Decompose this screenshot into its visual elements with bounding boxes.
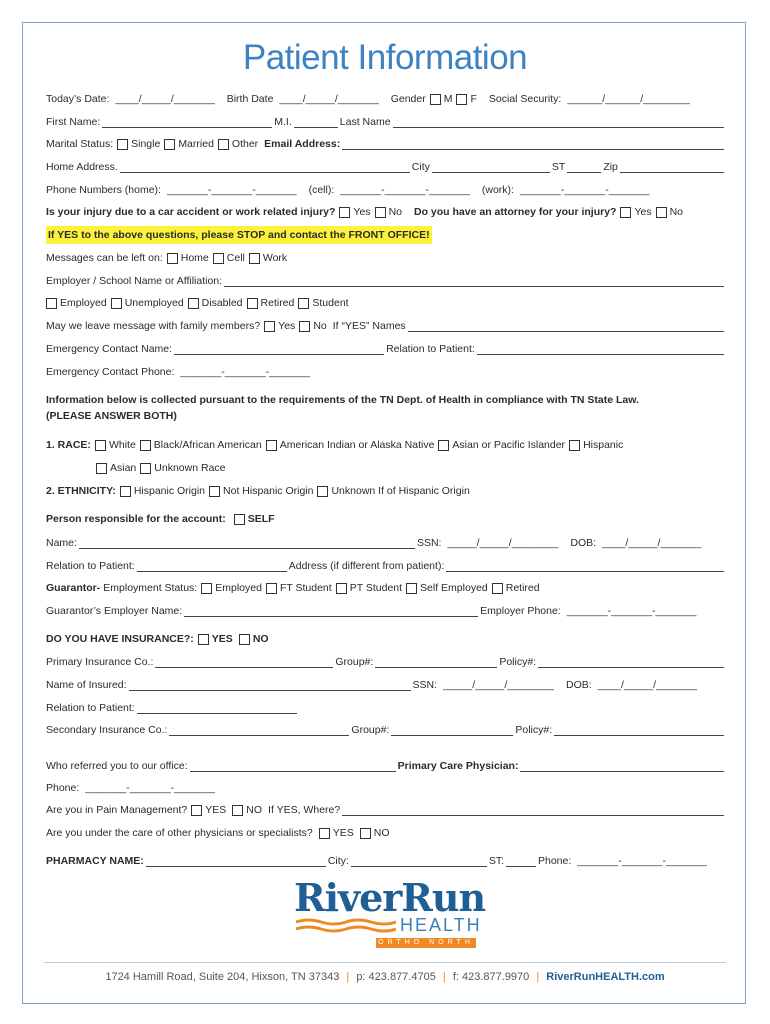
row-responsible — [46, 511, 726, 527]
logo-health: HEALTH — [400, 915, 482, 935]
guar-ft-checkbox[interactable] — [266, 583, 277, 594]
row-secondary-ins — [46, 722, 726, 738]
race-hispanic-label: Hispanic — [583, 439, 624, 451]
insured-relation-label: Relation to Patient: — [46, 702, 135, 714]
guar-retired-checkbox[interactable] — [492, 583, 503, 594]
family-names-field[interactable] — [408, 320, 724, 332]
pharmacy-label: PHARMACY NAME: — [46, 855, 144, 867]
self-label: SELF — [247, 513, 275, 525]
msg-cell-checkbox[interactable] — [213, 253, 224, 264]
race-unknown-checkbox[interactable] — [140, 463, 151, 474]
row-name — [46, 114, 726, 130]
msg-home-checkbox[interactable] — [167, 253, 178, 264]
tn-notice-text: Information below is collected pursuant to the requirements of the TN Dept. of Health in compliance with TN State Law. — [46, 394, 639, 406]
family-msg-question: May we leave message with family members? — [46, 320, 261, 332]
eth-not-hispanic-label: Not Hispanic Origin — [223, 485, 314, 497]
msg-work-checkbox[interactable] — [249, 253, 260, 264]
race-native-label: American Indian or Alaska Native — [279, 439, 435, 451]
pharmacy-city-label: City: — [327, 855, 349, 867]
gender-m-checkbox[interactable] — [430, 94, 441, 105]
emergency-relation-field[interactable] — [477, 343, 724, 355]
birth-date-label: Birth Date — [226, 93, 274, 105]
race-unknown-label: Unknown Race — [154, 462, 226, 474]
eth-hispanic-checkbox[interactable] — [120, 486, 131, 497]
logo-ortho-north: ORTHO NORTH — [376, 938, 476, 948]
eth-unknown-checkbox[interactable] — [317, 486, 328, 497]
married-checkbox[interactable] — [164, 139, 175, 150]
insured-dob-field[interactable]: ____/_____/_______ — [597, 679, 697, 691]
pharmacy-st-label: ST: — [488, 855, 504, 867]
disabled-checkbox[interactable] — [188, 298, 199, 309]
row-ethnicity — [46, 483, 726, 499]
race-asian-pi-checkbox[interactable] — [438, 440, 449, 451]
stop-notice: If YES to the above questions, please STOP and contact the FRONT OFFICE! — [46, 226, 432, 244]
row-referral — [46, 758, 726, 774]
row-race-2 — [96, 460, 696, 476]
retired-checkbox[interactable] — [247, 298, 258, 309]
phys-yes-label: YES — [332, 827, 354, 839]
insurance-question: DO YOU HAVE INSURANCE?: — [46, 633, 194, 645]
other-phys-question: Are you under the care of other physicians or specialists? — [46, 827, 313, 839]
row-phones — [46, 182, 726, 198]
employer-field[interactable] — [224, 275, 724, 287]
email-field[interactable] — [342, 138, 724, 150]
row-primary-ins — [46, 654, 726, 670]
email-label: Email Address: — [264, 138, 341, 150]
row-stop-notice — [46, 227, 726, 243]
phone-work-field[interactable]: _______-_______-_______ — [519, 184, 650, 196]
footer-fax: f: 423.877.9970 — [452, 971, 530, 983]
family-yes-checkbox[interactable] — [264, 321, 275, 332]
row-messages — [46, 250, 726, 266]
messages-label: Messages can be left on: — [46, 252, 163, 264]
pcp-phone-field[interactable]: _______-_______-_______ — [85, 782, 215, 794]
row-other-phys — [46, 825, 726, 841]
todays-date-field[interactable]: ____/_____/_______ — [115, 93, 215, 105]
gender-m-label: M — [443, 93, 453, 105]
zip-label: Zip — [603, 161, 618, 173]
race-hispanic-checkbox[interactable] — [569, 440, 580, 451]
resp-name-label: Name: — [46, 537, 77, 549]
riverrun-logo — [290, 875, 490, 950]
guar-pt-checkbox[interactable] — [336, 583, 347, 594]
resp-address-label: Address (if different from patient): — [288, 560, 445, 572]
tn-notice-answer-both: (PLEASE ANSWER BOTH) — [46, 410, 177, 422]
secondary-group-label: Group#: — [351, 724, 390, 736]
guar-self-emp-label: Self Employed — [420, 582, 488, 594]
guar-emp-status-label: Employment Status: — [103, 582, 198, 594]
last-name-label: Last Name — [339, 116, 391, 128]
mi-label: M.I. — [274, 116, 292, 128]
pharmacy-phone-field[interactable]: _______-_______-_______ — [577, 855, 707, 867]
row-resp-relation — [46, 558, 726, 574]
secondary-ins-label: Secondary Insurance Co.: — [46, 724, 168, 736]
resp-dob-label: DOB: — [570, 537, 597, 549]
phys-no-checkbox[interactable] — [360, 828, 371, 839]
resp-relation-label: Relation to Patient: — [46, 560, 135, 572]
row-employer — [46, 273, 726, 289]
row-insured — [46, 677, 726, 693]
injury-yes-checkbox[interactable] — [339, 207, 350, 218]
ins-no-checkbox[interactable] — [239, 634, 250, 645]
gender-label: Gender — [390, 93, 426, 105]
pharmacy-st-field[interactable] — [506, 855, 536, 867]
student-label: Student — [312, 297, 349, 309]
gender-f-checkbox[interactable] — [456, 94, 467, 105]
pain-where-field[interactable] — [342, 804, 724, 816]
phys-yes-checkbox[interactable] — [319, 828, 330, 839]
emergency-phone-field[interactable]: _______-_______-_______ — [180, 366, 311, 378]
employer-phone-field[interactable]: _______-_______-_______ — [566, 605, 697, 617]
disabled-label: Disabled — [201, 297, 243, 309]
guar-ft-label: FT Student — [279, 582, 332, 594]
injury-no-checkbox[interactable] — [375, 207, 386, 218]
attorney-no-checkbox[interactable] — [656, 207, 667, 218]
insured-relation-field[interactable] — [137, 702, 297, 714]
insured-ssn-label: SSN: — [412, 679, 438, 691]
family-no-checkbox[interactable] — [299, 321, 310, 332]
city-label: City — [411, 161, 430, 173]
first-name-label: First Name: — [46, 116, 101, 128]
insured-dob-label: DOB: — [566, 679, 592, 691]
row-pain-mgmt — [46, 802, 726, 818]
first-name-field[interactable] — [102, 116, 272, 128]
guar-retired-label: Retired — [505, 582, 540, 594]
row-injury — [46, 204, 726, 220]
guar-self-emp-checkbox[interactable] — [406, 583, 417, 594]
ins-yes-checkbox[interactable] — [198, 634, 209, 645]
footer-sep: | — [536, 971, 540, 983]
footer-sep: | — [442, 971, 446, 983]
guar-pt-label: PT Student — [349, 582, 403, 594]
race-asian-checkbox[interactable] — [96, 463, 107, 474]
student-checkbox[interactable] — [298, 298, 309, 309]
city-field[interactable] — [432, 161, 550, 173]
footer — [0, 971, 770, 983]
attorney-question: Do you have an attorney for your injury? — [414, 206, 617, 218]
wave-icon — [296, 918, 396, 936]
referred-label: Who referred you to our office: — [46, 760, 188, 772]
secondary-group-field[interactable] — [391, 724, 513, 736]
responsible-label: Person responsible for the account: — [46, 513, 226, 525]
ins-yes-label: YES — [211, 633, 233, 645]
self-checkbox[interactable] — [234, 514, 245, 525]
home-address-field[interactable] — [120, 161, 410, 173]
zip-field[interactable] — [620, 161, 724, 173]
attorney-yes-checkbox[interactable] — [620, 207, 631, 218]
marital-label: Marital Status: — [46, 138, 114, 150]
eth-hispanic-label: Hispanic Origin — [133, 485, 206, 497]
employer-phone-label: Employer Phone: — [480, 605, 561, 617]
race-white-label: White — [108, 439, 136, 451]
emergency-phone-label: Emergency Contact Phone: — [46, 366, 175, 378]
footer-divider — [44, 962, 726, 963]
resp-ssn-label: SSN: — [416, 537, 442, 549]
referred-field[interactable] — [190, 760, 396, 772]
primary-policy-label: Policy#: — [499, 656, 537, 668]
retired-label: Retired — [260, 297, 295, 309]
secondary-policy-label: Policy#: — [515, 724, 553, 736]
pain-no-label: NO — [246, 804, 263, 816]
race-black-label: Black/African American — [153, 439, 262, 451]
pharmacy-field[interactable] — [146, 855, 326, 867]
msg-home-label: Home — [180, 252, 209, 264]
row-dates — [46, 91, 726, 107]
pain-mgmt-question: Are you in Pain Management? — [46, 804, 188, 816]
row-resp-name — [46, 535, 726, 551]
resp-address-field[interactable] — [446, 560, 724, 572]
employed-label: Employed — [60, 297, 107, 309]
guar-employed-label: Employed — [215, 582, 262, 594]
race-white-checkbox[interactable] — [95, 440, 106, 451]
employed-checkbox[interactable] — [46, 298, 57, 309]
pcp-phone-label: Phone: — [46, 782, 80, 794]
secondary-ins-field[interactable] — [169, 724, 349, 736]
unemployed-checkbox[interactable] — [111, 298, 122, 309]
race-black-checkbox[interactable] — [140, 440, 151, 451]
single-checkbox[interactable] — [117, 139, 128, 150]
emergency-relation-label: Relation to Patient: — [386, 343, 475, 355]
row-pharmacy — [46, 853, 726, 869]
family-yes-label: Yes — [278, 320, 296, 332]
msg-work-label: Work — [262, 252, 288, 264]
ssn-label: Social Security: — [488, 93, 562, 105]
secondary-policy-field[interactable] — [554, 724, 724, 736]
last-name-field[interactable] — [393, 116, 724, 128]
pain-yes-label: YES — [205, 804, 227, 816]
phys-no-label: NO — [373, 827, 390, 839]
page-title: Patient Information — [242, 38, 528, 77]
st-field[interactable] — [567, 161, 601, 173]
logo-wordmark: RiverRun — [294, 875, 486, 920]
other-checkbox[interactable] — [218, 139, 229, 150]
ethnicity-label: 2. ETHNICITY: — [46, 485, 116, 497]
family-names-label: If “YES” Names — [332, 320, 406, 332]
employer-label: Employer / School Name or Affiliation: — [46, 275, 223, 287]
resp-name-field[interactable] — [79, 537, 415, 549]
footer-sep: | — [346, 971, 350, 983]
pain-where-label: If YES, Where? — [268, 804, 341, 816]
footer-phone: p: 423.877.4705 — [356, 971, 436, 983]
attorney-no-label: No — [669, 206, 684, 218]
injury-question: Is your injury due to a car accident or work related injury? — [46, 206, 336, 218]
insured-ssn-field[interactable]: _____/_____/________ — [443, 679, 555, 691]
phone-work-label: (work): — [481, 184, 514, 196]
race-asian-label: Asian — [110, 462, 137, 474]
guar-employed-checkbox[interactable] — [201, 583, 212, 594]
primary-ins-field[interactable] — [155, 656, 333, 668]
pain-no-checkbox[interactable] — [232, 805, 243, 816]
row-guarantor — [46, 580, 726, 596]
row-emergency — [46, 341, 726, 357]
row-pcp-phone — [46, 780, 726, 796]
pain-yes-checkbox[interactable] — [191, 805, 202, 816]
resp-dob-field[interactable]: ____/_____/_______ — [602, 537, 702, 549]
home-address-label: Home Address. — [46, 161, 118, 173]
guarantor-label: Guarantor- — [46, 582, 101, 594]
row-emergency-phone — [46, 364, 726, 380]
other-label: Other — [231, 138, 259, 150]
unemployed-label: Unemployed — [124, 297, 184, 309]
mi-field[interactable] — [294, 116, 338, 128]
emergency-name-field[interactable] — [174, 343, 384, 355]
primary-policy-field[interactable] — [538, 656, 724, 668]
primary-group-field[interactable] — [375, 656, 497, 668]
pcp-field[interactable] — [520, 760, 724, 772]
insured-name-label: Name of Insured: — [46, 679, 127, 691]
race-asian-pi-label: Asian or Pacific Islander — [452, 439, 566, 451]
pharmacy-phone-label: Phone: — [537, 855, 572, 867]
msg-cell-label: Cell — [226, 252, 245, 264]
injury-yes-label: Yes — [353, 206, 371, 218]
gender-f-label: F — [470, 93, 477, 105]
single-label: Single — [131, 138, 161, 150]
row-insurance-q — [46, 631, 726, 647]
st-label: ST — [551, 161, 566, 173]
birth-date-field[interactable]: ____/_____/_______ — [279, 93, 379, 105]
pharmacy-city-field[interactable] — [351, 855, 487, 867]
primary-ins-label: Primary Insurance Co.: — [46, 656, 154, 668]
guar-employer-field[interactable] — [184, 605, 478, 617]
ins-no-label: NO — [252, 633, 269, 645]
row-guar-employer — [46, 603, 726, 619]
race-native-checkbox[interactable] — [266, 440, 277, 451]
row-family-msg — [46, 318, 726, 334]
phone-cell-label: (cell): — [308, 184, 335, 196]
footer-website-link[interactable]: RiverRunHEALTH.com — [546, 971, 665, 983]
row-address — [46, 159, 726, 175]
phone-cell-field[interactable]: _______-_______-_______ — [340, 184, 470, 196]
race-label: 1. RACE: — [46, 439, 91, 451]
tn-notice-line2 — [46, 408, 726, 424]
insured-name-field[interactable] — [129, 679, 411, 691]
footer-address: 1724 Hamill Road, Suite 204, Hixson, TN 37343 — [105, 971, 340, 983]
row-race — [46, 437, 726, 453]
injury-no-label: No — [388, 206, 402, 218]
resp-relation-field[interactable] — [137, 560, 287, 572]
phone-home-field[interactable]: _______-_______-_______ — [166, 184, 297, 196]
guar-employer-label: Guarantor’s Employer Name: — [46, 605, 183, 617]
todays-date-label: Today’s Date: — [46, 93, 110, 105]
ssn-field[interactable]: ______/______/________ — [567, 93, 690, 105]
row-marital — [46, 136, 726, 152]
resp-ssn-field[interactable]: _____/_____/________ — [447, 537, 559, 549]
phone-home-label: Phone Numbers (home): — [46, 184, 161, 196]
pcp-label: Primary Care Physician: — [397, 760, 519, 772]
family-no-label: No — [313, 320, 327, 332]
emergency-name-label: Emergency Contact Name: — [46, 343, 173, 355]
eth-unknown-label: Unknown If of Hispanic Origin — [331, 485, 470, 497]
married-label: Married — [178, 138, 214, 150]
row-insured-relation — [46, 700, 726, 716]
row-employment — [46, 295, 726, 311]
tn-notice-line1 — [46, 392, 726, 408]
eth-not-hispanic-checkbox[interactable] — [209, 486, 220, 497]
attorney-yes-label: Yes — [634, 206, 652, 218]
primary-group-label: Group#: — [335, 656, 374, 668]
